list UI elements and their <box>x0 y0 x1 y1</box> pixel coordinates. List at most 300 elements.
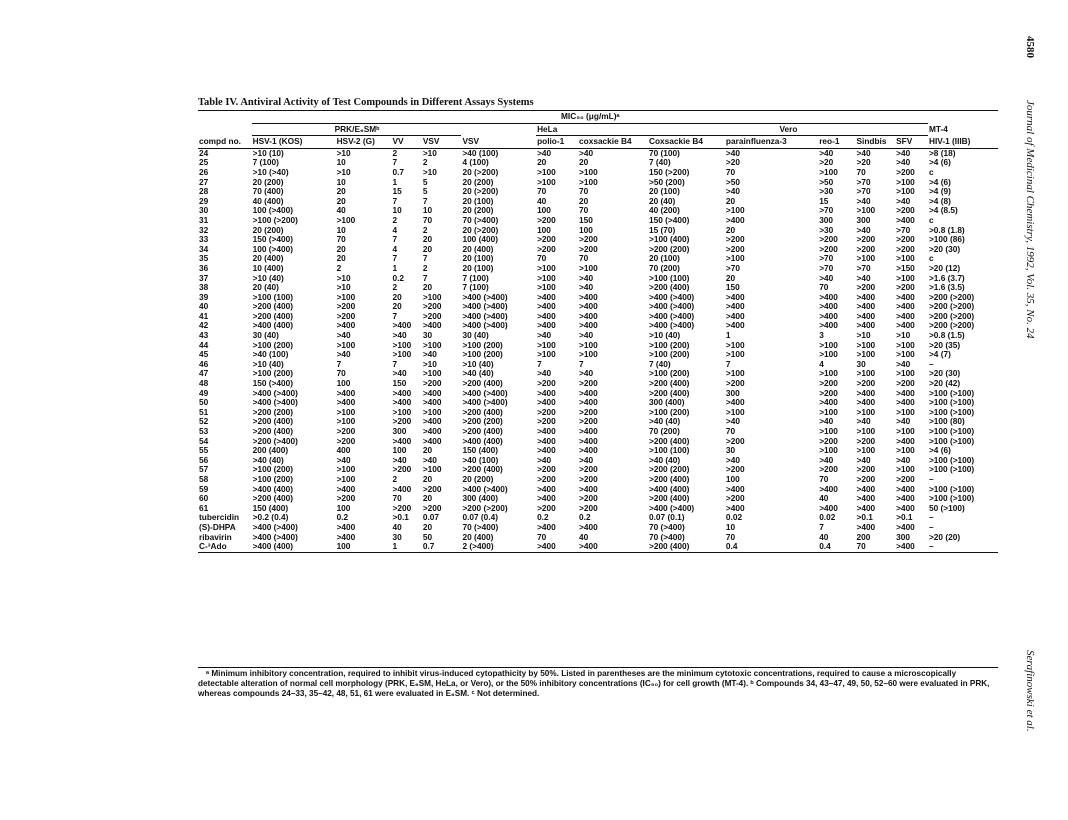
value-cell: >200 <box>579 474 598 484</box>
value-cell: >400 <box>896 436 915 446</box>
value-cell: >100 <box>422 369 442 379</box>
value-cell: >0.8 (1.5) <box>928 331 965 341</box>
compound-cell: 31 <box>199 215 209 225</box>
value-cell: 20 <box>579 196 589 206</box>
value-cell: >200 <box>896 379 915 389</box>
value-cell: 7 <box>392 158 398 168</box>
value-cell: >400 <box>819 398 838 408</box>
value-cell: 20 (400) <box>252 254 284 264</box>
table-row <box>198 398 998 408</box>
value-cell: >100 <box>537 167 556 177</box>
value-cell: >100 <box>819 340 838 350</box>
value-cell: 7 <box>725 359 731 369</box>
value-cell: 40 <box>819 494 829 504</box>
value-cell: >200 (200) <box>648 244 690 254</box>
value-cell: >100 <box>336 474 356 484</box>
value-cell: 40 <box>579 532 589 542</box>
value-cell: >100 <box>725 350 745 360</box>
value-cell: >200 <box>896 244 915 254</box>
value-cell: 2 <box>392 148 398 158</box>
value-cell: >40 <box>725 455 740 465</box>
mt4-header: MT-4 <box>928 123 948 134</box>
group-hela: HeLa <box>536 123 648 136</box>
value-cell: >40 <box>896 158 911 168</box>
value-cell: – <box>928 474 934 484</box>
value-cell: >400 <box>422 321 442 331</box>
compound-cell: 38 <box>199 283 209 293</box>
compound-cell: 27 <box>199 177 209 187</box>
value-cell: >100 <box>725 254 745 264</box>
value-cell: >200 (400) <box>648 474 690 484</box>
value-cell: >200 (400) <box>648 379 690 389</box>
table-row <box>198 360 998 370</box>
value-cell: 200 (400) <box>252 446 289 456</box>
value-cell: 40 <box>392 522 402 532</box>
value-cell: 10 <box>336 225 346 235</box>
value-cell: >70 <box>725 263 740 273</box>
value-cell: >400 (>400) <box>462 311 508 321</box>
value-cell: 20 (>200) <box>462 167 499 177</box>
value-cell: >100 <box>856 446 876 456</box>
value-cell: >200 <box>537 235 556 245</box>
value-cell: >30 <box>819 225 834 235</box>
value-cell: >400 <box>725 311 745 321</box>
value-cell: 30 (40) <box>252 331 279 341</box>
value-cell: >200 (400) <box>252 417 293 427</box>
value-cell: >200 (>200) <box>928 292 975 302</box>
value-cell: 1 <box>392 177 398 187</box>
value-cell: >100 <box>896 350 915 360</box>
value-cell: >100 <box>336 340 356 350</box>
value-cell: >400 <box>392 321 412 331</box>
value-cell: >200 <box>725 465 745 475</box>
value-cell: >70 <box>819 263 834 273</box>
value-cell: >4 (8.5) <box>928 206 958 216</box>
value-cell: >20 (42) <box>928 379 961 389</box>
value-cell: 0.2 <box>336 513 349 523</box>
value-cell: 0.4 <box>819 542 831 552</box>
value-cell: >400 <box>819 302 838 312</box>
value-cell: 7 <box>392 235 398 245</box>
value-cell: >400 <box>896 302 915 312</box>
value-cell: 70 <box>819 283 829 293</box>
value-cell: 150 (400) <box>462 446 498 456</box>
value-cell: 20 <box>336 196 346 206</box>
value-cell: >100 (200) <box>462 350 503 360</box>
value-cell: >1.6 (3.7) <box>928 273 965 283</box>
value-cell: 4 <box>819 359 824 369</box>
value-cell: >200 <box>819 379 838 389</box>
compound-cell: 44 <box>199 340 209 350</box>
value-cell: >200 <box>537 244 556 254</box>
value-cell: >50 (200) <box>648 177 685 187</box>
value-cell: >200 <box>579 235 598 245</box>
value-cell: >400 (400) <box>462 436 503 446</box>
value-cell: 7 (100) <box>462 273 489 283</box>
value-cell: >100 <box>896 369 915 379</box>
column-header: Sindbis <box>856 136 887 147</box>
value-cell: 0.4 <box>725 542 738 552</box>
value-cell: 40 <box>336 206 346 216</box>
value-cell: 15 (70) <box>648 225 676 235</box>
value-cell: >200 (>200) <box>928 321 975 331</box>
value-cell: >200 <box>856 436 876 446</box>
value-cell: 150 <box>725 283 740 293</box>
value-cell: >200 <box>725 235 745 245</box>
value-cell: 70 (>400) <box>648 532 685 542</box>
compound-cell: 52 <box>199 417 209 427</box>
value-cell: 300 <box>896 532 910 542</box>
value-cell: 100 <box>336 542 351 552</box>
author-line: Serafinowski et al. <box>1024 650 1036 732</box>
value-cell: >200 <box>896 167 915 177</box>
table-row <box>198 235 998 245</box>
value-cell: >400 <box>579 484 598 494</box>
value-cell: >70 <box>856 187 871 197</box>
value-cell: >400 <box>422 398 442 408</box>
value-cell: 100 (400) <box>462 235 498 245</box>
value-cell: >400 <box>537 494 556 504</box>
value-cell: – <box>928 542 934 552</box>
table-row <box>198 216 998 226</box>
value-cell: >4 (7) <box>928 350 951 360</box>
value-cell: >400 (400) <box>648 484 690 494</box>
value-cell: 20 <box>422 244 433 254</box>
value-cell: 70 <box>725 427 736 436</box>
value-cell: 4 (100) <box>462 158 489 168</box>
value-cell: 20 <box>725 225 736 235</box>
value-cell: >200 <box>579 407 598 417</box>
value-cell: >40 <box>896 455 911 465</box>
value-cell: >200 (200) <box>462 417 503 427</box>
value-cell: >400 <box>856 388 876 398</box>
value-cell: 20 <box>336 187 346 197</box>
table-row <box>198 446 998 456</box>
value-cell: >10 <box>336 283 351 293</box>
value-cell: >100 <box>392 407 412 417</box>
value-cell: 20 <box>392 292 402 302</box>
value-cell: 10 <box>725 522 736 532</box>
compound-cell: ribavirin <box>199 532 232 542</box>
value-cell: >100 (200) <box>252 465 293 475</box>
value-cell: >400 <box>422 388 442 398</box>
value-cell: >200 <box>725 436 745 446</box>
value-cell: >200 <box>336 311 356 321</box>
value-cell: >200 (400) <box>648 436 690 446</box>
value-cell: >100 <box>422 340 442 350</box>
value-cell: >50 <box>819 177 834 187</box>
value-cell: 7 <box>336 359 342 369</box>
value-cell: 70 <box>422 215 433 225</box>
value-cell: >400 (>400) <box>648 292 695 302</box>
value-cell: >0.1 <box>856 513 873 523</box>
value-cell: >200 <box>819 235 838 245</box>
value-cell: 70 (100) <box>648 148 680 158</box>
compound-cell: 47 <box>199 369 209 379</box>
value-cell: >400 <box>725 215 745 225</box>
compound-cell: 34 <box>199 244 209 254</box>
value-cell: >400 (400) <box>252 484 293 494</box>
value-cell: 20 (>200) <box>462 225 499 235</box>
value-cell: >400 <box>392 484 412 494</box>
value-cell: 100 <box>579 225 593 235</box>
value-cell: >100 <box>537 273 556 283</box>
compound-cell: 25 <box>199 158 209 168</box>
value-cell: >100 (>100) <box>928 398 975 408</box>
value-cell: 150 (>400) <box>252 379 293 389</box>
value-cell: >400 <box>537 427 556 436</box>
value-cell: >400 (>400) <box>462 484 508 494</box>
value-cell: >100 <box>896 465 915 475</box>
compound-cell: 55 <box>199 446 209 456</box>
column-header: SFV <box>896 136 913 147</box>
value-cell: >40 <box>819 455 834 465</box>
value-cell: 0.2 <box>392 273 405 283</box>
value-cell: >100 <box>392 350 412 360</box>
table-row <box>198 283 998 293</box>
value-cell: >100 (200) <box>252 369 293 379</box>
value-cell: 70 <box>537 254 547 264</box>
value-cell: >200 <box>537 465 556 475</box>
value-cell: 0.2 <box>579 513 591 523</box>
compound-cell: 53 <box>199 427 209 436</box>
table-row <box>198 369 998 379</box>
value-cell: >100 <box>537 283 556 293</box>
value-cell: 2 <box>422 263 428 273</box>
table-row <box>198 465 998 475</box>
value-cell: >400 <box>537 311 556 321</box>
value-cell: >400 <box>579 302 598 312</box>
value-cell: >400 <box>896 292 915 302</box>
value-cell: >100 (200) <box>648 340 690 350</box>
value-cell: >20 (35) <box>928 340 961 350</box>
value-cell: 70 <box>856 542 866 552</box>
value-cell: >200 <box>725 244 745 254</box>
value-cell: >400 (>400) <box>252 532 298 542</box>
value-cell: >200 (400) <box>252 302 293 312</box>
value-cell: >100 <box>336 465 356 475</box>
value-cell: >20 (30) <box>928 244 961 254</box>
value-cell: 70 <box>336 369 346 379</box>
value-cell: >200 (>200) <box>928 311 975 321</box>
compound-cell: 43 <box>199 331 209 341</box>
value-cell: >40 <box>725 148 740 158</box>
value-cell: >40 <box>579 455 594 465</box>
value-cell: 20 <box>422 474 433 484</box>
value-cell: >100 <box>725 206 745 216</box>
value-cell: 1 <box>392 542 398 552</box>
value-cell: >200 <box>579 465 598 475</box>
value-cell: >400 <box>392 398 412 408</box>
value-cell: >200 <box>392 503 412 513</box>
value-cell: >400 (>400) <box>252 398 298 408</box>
compound-cell: 58 <box>199 474 209 484</box>
value-cell: 2 <box>392 474 398 484</box>
compound-cell: tubercidin <box>199 513 240 523</box>
table-row <box>198 293 998 303</box>
value-cell: >40 <box>579 283 594 293</box>
value-cell: >40 <box>336 350 351 360</box>
value-cell: 150 (>400) <box>648 215 690 225</box>
compound-cell: 54 <box>199 436 209 446</box>
value-cell: 3 <box>819 331 824 341</box>
value-cell: >400 <box>537 522 556 532</box>
value-cell: >200 (>200) <box>928 302 975 312</box>
value-cell: 100 <box>725 474 740 484</box>
value-cell: >400 <box>856 398 876 408</box>
value-cell: >40 <box>537 369 552 379</box>
column-header-row <box>198 136 998 149</box>
value-cell: 0.7 <box>422 542 435 552</box>
compound-cell: 30 <box>199 206 209 216</box>
table-row <box>198 341 998 351</box>
value-cell: 7 (40) <box>648 158 671 168</box>
page-number: 4580 <box>1024 36 1036 58</box>
value-cell: >200 (400) <box>252 494 293 504</box>
value-cell: >400 <box>579 446 598 456</box>
value-cell: >400 (400) <box>252 321 293 331</box>
value-cell: 70 <box>819 474 829 484</box>
value-cell: >10 (40) <box>252 359 284 369</box>
value-cell: >0.1 <box>392 513 409 523</box>
value-cell: >200 (400) <box>252 427 293 436</box>
mic-header: MIC₅₀ (μg/mL)ᵃ <box>252 111 928 124</box>
table-row <box>198 523 998 533</box>
value-cell: >100 <box>725 369 745 379</box>
value-cell: >40 <box>579 273 594 283</box>
compound-cell: (S)-DHPA <box>199 522 236 532</box>
value-cell: 10 <box>422 206 433 216</box>
compound-cell: 28 <box>199 187 209 197</box>
table-row <box>198 178 998 188</box>
value-cell: >40 <box>896 196 911 206</box>
value-cell: 20 <box>422 283 433 293</box>
value-cell: >100 <box>896 254 915 264</box>
compound-cell: 59 <box>199 484 209 494</box>
value-cell: >100 <box>819 427 838 436</box>
value-cell: >400 <box>725 302 745 312</box>
value-cell: 30 <box>392 532 402 542</box>
column-header: HSV-1 (KOS) <box>252 136 303 147</box>
value-cell: 2 <box>392 215 398 225</box>
value-cell: 15 <box>819 196 829 206</box>
value-cell: 300 <box>392 427 407 436</box>
value-cell: >200 (400) <box>648 494 690 504</box>
value-cell: >400 <box>856 302 876 312</box>
compound-cell: 35 <box>199 254 209 264</box>
value-cell: >40 <box>336 331 351 341</box>
value-cell: >40 <box>579 148 594 158</box>
table-row <box>198 321 998 331</box>
value-cell: >100 <box>856 206 876 216</box>
value-cell: >200 <box>336 302 356 312</box>
table-row <box>198 274 998 284</box>
value-cell: >100 (100) <box>252 292 293 302</box>
compound-cell: 32 <box>199 225 209 235</box>
value-cell: >10 (40) <box>462 359 494 369</box>
value-cell: 50 (>100) <box>928 503 965 513</box>
value-cell: 0.2 <box>537 513 549 523</box>
value-cell: >100 <box>537 263 556 273</box>
table-row <box>198 245 998 255</box>
value-cell: c <box>928 254 934 264</box>
value-cell: 15 <box>392 187 402 197</box>
value-cell: >400 <box>537 436 556 446</box>
compound-cell: 45 <box>199 350 209 360</box>
value-cell: >100 <box>896 427 915 436</box>
value-cell: >200 <box>537 215 556 225</box>
value-cell: >100 <box>579 263 598 273</box>
value-cell: >100 <box>856 254 876 264</box>
value-cell: >200 (400) <box>648 283 690 293</box>
value-cell: 10 <box>336 158 346 168</box>
value-cell: >100 (80) <box>928 417 965 427</box>
value-cell: 30 (40) <box>462 331 489 341</box>
table-header <box>198 111 998 149</box>
value-cell: >200 <box>422 379 442 389</box>
value-cell: >0.2 (0.4) <box>252 513 289 523</box>
compound-cell: 26 <box>199 167 209 177</box>
value-cell: >100 <box>819 407 838 417</box>
value-cell: >400 <box>856 311 876 321</box>
value-cell: >400 <box>856 494 876 504</box>
table-row <box>198 206 998 216</box>
table-row <box>198 513 998 523</box>
value-cell: 400 <box>336 446 351 456</box>
value-cell: 70 (200) <box>648 427 680 436</box>
value-cell: 0.07 (0.4) <box>462 513 498 523</box>
value-cell: >100 (>100) <box>928 407 975 417</box>
value-cell: >10 (10) <box>252 148 284 158</box>
value-cell: >100 <box>579 177 598 187</box>
value-cell: >400 <box>819 321 838 331</box>
value-cell: 100 <box>336 379 351 389</box>
value-cell: >400 (>400) <box>462 302 508 312</box>
value-cell: >40 (100) <box>462 148 499 158</box>
value-cell: 7 <box>392 196 398 206</box>
value-cell: >400 <box>392 388 412 398</box>
value-cell: 7 <box>422 196 428 206</box>
value-cell: 4 <box>392 225 398 235</box>
value-cell: 40 <box>537 196 547 206</box>
value-cell: 7 <box>422 273 428 283</box>
value-cell: >400 (>400) <box>648 311 695 321</box>
value-cell: >400 (>400) <box>648 503 695 513</box>
value-cell: 1 <box>725 331 731 341</box>
value-cell: >400 <box>856 292 876 302</box>
value-cell: 20 <box>725 273 736 283</box>
compound-cell: 61 <box>199 503 209 513</box>
value-cell: >200 <box>579 494 598 504</box>
value-cell: >400 <box>537 446 556 456</box>
value-cell: 70 (200) <box>648 263 680 273</box>
value-cell: >400 <box>896 484 915 494</box>
value-cell: 70 (400) <box>252 187 284 197</box>
value-cell: 20 (400) <box>462 532 494 542</box>
value-cell: >400 <box>896 494 915 504</box>
value-cell: 7 (100) <box>252 158 279 168</box>
compound-cell: 46 <box>199 359 209 369</box>
value-cell: >40 <box>579 331 594 341</box>
value-cell: 2 <box>422 225 428 235</box>
compound-cell: 48 <box>199 379 209 389</box>
value-cell: 7 <box>392 311 398 321</box>
value-cell: 150 (>200) <box>648 167 690 177</box>
value-cell: 4 <box>392 244 398 254</box>
value-cell: 20 (100) <box>462 263 494 273</box>
value-cell: >100 <box>422 292 442 302</box>
value-cell: >10 <box>422 167 437 177</box>
